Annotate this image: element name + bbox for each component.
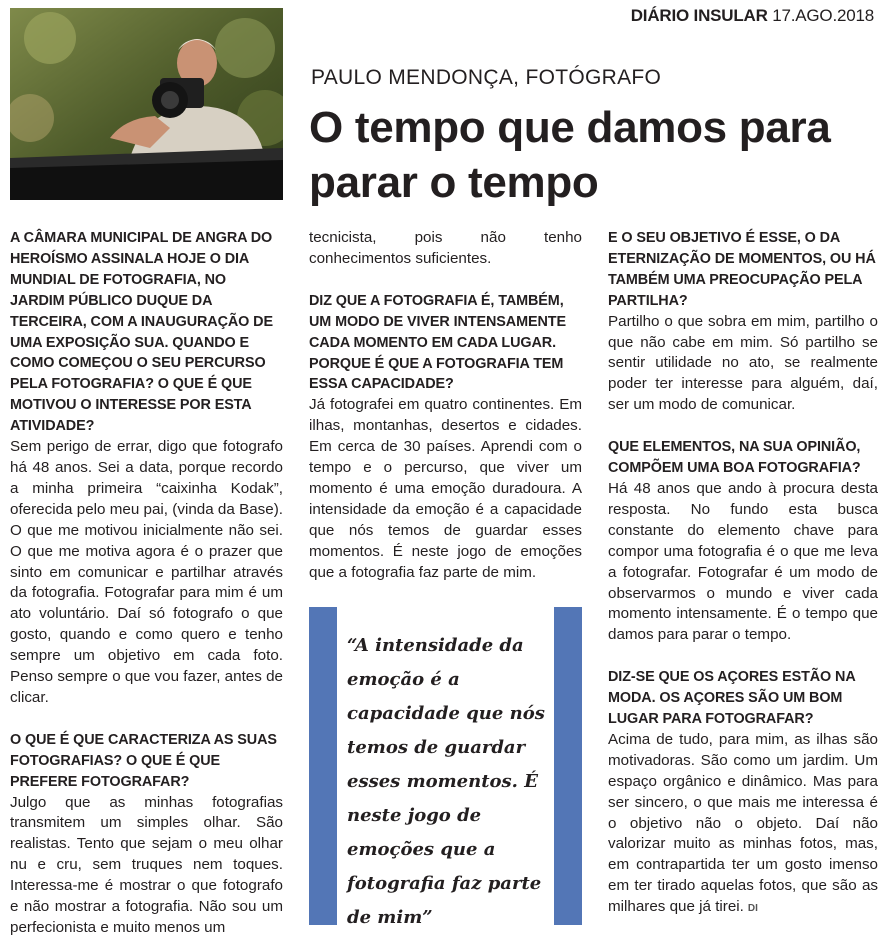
headline: O tempo que damos para parar o tempo [309,103,831,207]
question: E O SEU OBJETIVO É ESSE, O DA ETERNIZAÇÃO DE MOMENTOS, OU HÁ TAMBÉM UMA PREOCUPAÇÃO PELA PARTILHA? [608,230,876,309]
quote-bar-right [554,607,582,925]
question: A CÂMARA MUNICIPAL DE ANGRA DO HEROÍSMO ASSINALA HOJE O DIA MUNDIAL DE FOTOGRAFIA, NO JARDIM PÚBLICO DUQUE DA TERCEIRA, COM A INAUGURAÇÃO DE UMA EXPOSIÇÃO SUA. QUANDO E COMO COMEÇOU O SEU PERCURSO PELA FOTOGRAFIA? O QUE É QUE MOTIVOU O INTERESSE POR ESTA ATIVIDADE? [10,230,273,435]
column-2 [309,228,582,584]
publication-date: 17.AGO.2018 [772,6,874,25]
question: DIZ QUE A FOTOGRAFIA É, TAMBÉM, UM MODO DE VIVER INTENSAMENTE CADA MOMENTO EM CADA LUGAR. PORQUE É QUE A FOTOGRAFIA TEM ESSA CAPACIDADE? [309,292,566,393]
interviewee-kicker: PAULO MENDONÇA, FOTÓGRAFO [311,66,662,89]
photographer-photo [10,8,283,200]
answer: Sem perigo de errar, digo que fotografo há 48 anos. Sei a data, porque recordo a minha primeira “caixinha Kodak”, oferecida pelo meu pai, (vinda da Base). O que me motivou inicialmente não sei. O que me motiva agora é o prazer que sinto em comunicar e partilhar através da fotografia. Fotografar para mim é um ato voluntário. Daí só fotografo o que gosto, quando e como quero e tenho sempre um objetivo em cada foto. Penso sempre o que vou fazer, antes de clicar. [10,438,283,706]
photographer-portrait-icon [10,8,283,200]
question: O QUE É QUE CARACTERIZA AS SUAS FOTOGRAFIAS? O QUE É QUE PREFERE FOTOGRAFAR? [10,731,277,790]
masthead [631,6,874,26]
answer: Há 48 anos que ando à procura desta resposta. No fundo esta busca constante do elemento chave para compor uma fotografia é o que me leva a fotografar. Fotografar é um modo de observarmos o mundo e viver cada momento intensamente. É o tempo que damos para parar o tempo. [608,479,878,644]
answer-text: Acima de tudo, para mim, as ilhas são motivadoras. São como um jardim. Um espaço orgânico e dinâmico. Mas para ser sincero, o que mais me interessa é o objetivo não o objeto. Daí não valorizar muito as minhas fotos, mas, em contrapartida ter um gosto imenso em ter tirado aquelas fotos, que são as milhares que já tirei. [608,730,878,916]
newspaper-name: DIÁRIO INSULAR [630,6,768,25]
answer: Julgo que as minhas fotografias transmitem um simples olhar. São realistas. Tento que sejam o meu olhar nu e cru, sem truques nem toques. Interessa-me é mostrar o que fotografo e não mostrar a fotografia. Não sou um perfecionista e muito menos um [10,793,283,936]
pull-quote [309,607,582,928]
answer: Já fotografei em quatro continentes. Em ilhas, montanhas, desertos e cidades. Em cerca de 30 países. Aprendi com o tempo e o percurso, que viver um momento é uma emoção duradoura. A intensidade da emoção é a capacidade que nós temos de guardar esses momentos. É neste jogo de emoções que a fotografia faz parte de mim. [309,396,582,581]
end-of-article-mark: DI [747,903,758,915]
answer: Partilho o que sobra em mim, partilho o que não cabe em mim. Só partilho se sentir utilidade no ato, se realmente poder ter interesse para alguém, daí, ser um modo de comunicar. [608,312,878,414]
column-1 [10,228,283,939]
column-3 [608,228,878,920]
answer-continuation: tecnicista, pois não tenho conhecimentos suficientes. [309,229,582,267]
question: QUE ELEMENTOS, NA SUA OPINIÃO, COMPÕEM UMA BOA FOTOGRAFIA? [608,439,861,477]
question: DIZ-SE QUE OS AÇORES ESTÃO NA MODA. OS AÇORES SÃO UM BOM LUGAR PARA FOTOGRAFAR? [608,669,856,728]
quote-bar-left [309,607,337,925]
answer [608,730,878,920]
pull-quote-text: “A intensidade da emoção é a capacidade que nós temos de guardar esses momentos. É neste jogo de emoções que a fotografia faz parte de mim” [347,635,545,928]
